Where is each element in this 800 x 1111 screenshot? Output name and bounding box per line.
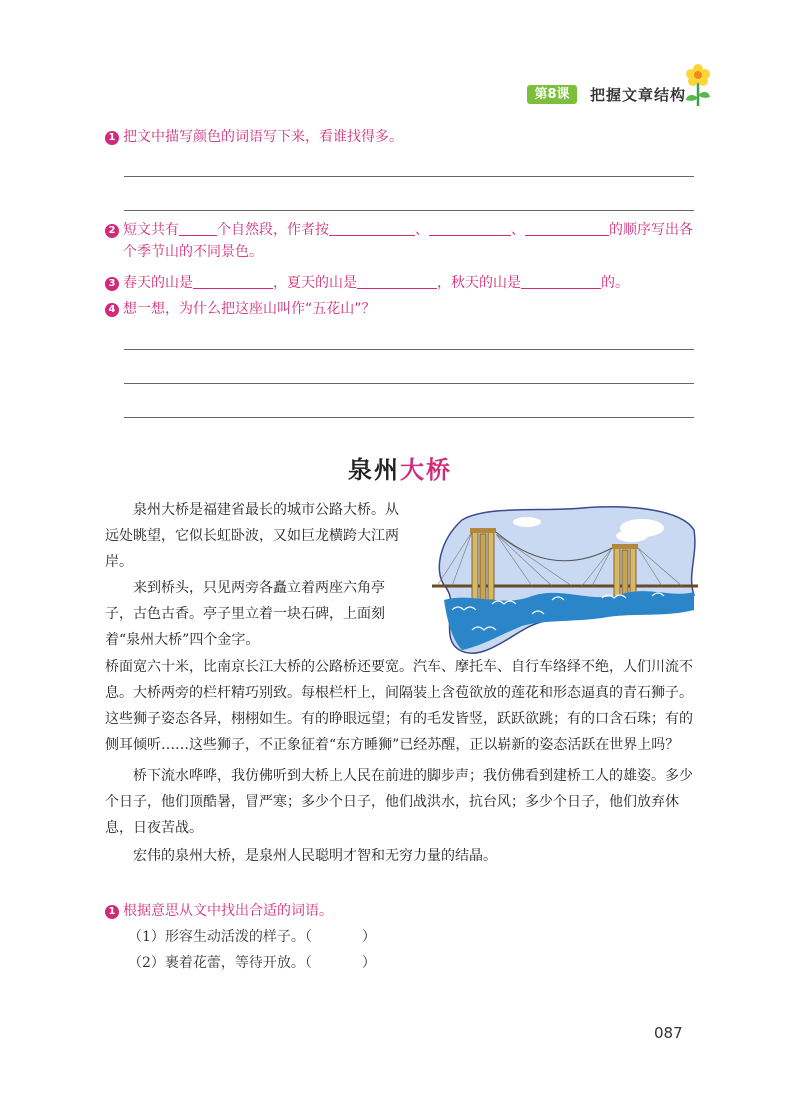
question-text: 个季节山的不同景色。: [123, 244, 263, 260]
question-2: [105, 219, 705, 263]
article-paragraph: 泉州大桥是福建省最长的城市公路大桥。从远处眺望，它似长虹卧波，又如巨龙横跨大江两岸。: [105, 502, 399, 570]
question-text: 把文中描写颜色的词语写下来，看谁找得多。: [123, 129, 403, 145]
question-number: 3: [105, 277, 119, 291]
answer-line: [124, 349, 694, 350]
question-number: 1: [105, 905, 119, 919]
question-text: 的顺序写出各: [609, 222, 693, 238]
answer-line: [124, 417, 694, 418]
exercise-item-text: （1）形容生动活泼的样子。（: [128, 929, 312, 945]
question-text: 、: [415, 222, 429, 238]
question-text: 个自然段，作者按: [217, 222, 329, 238]
fill-blank[interactable]: [329, 221, 415, 236]
article-title: 泉州大桥: [348, 455, 452, 484]
fill-blank[interactable]: [357, 274, 437, 289]
page-number: 087: [654, 1024, 683, 1042]
exercise-item-text: （2）裹着花蕾，等待开放。（: [128, 955, 312, 971]
question-number: 1: [105, 131, 119, 145]
question-text: ，夏天的山是: [273, 275, 357, 291]
exercise-item: [128, 926, 376, 946]
fill-blank[interactable]: [525, 221, 609, 236]
flower-icon: [682, 62, 714, 108]
article-paragraph: 来到桥头，只见两旁各矗立着两座六角亭子，古色古香。亭子里立着一块石碑，上面刻着“泉州大桥”四个金字。: [105, 580, 385, 648]
article-paragraph: 桥下流水哗哗，我仿佛听到大桥上人民在前进的脚步声；我仿佛看到建桥工人的雄姿。多少个日子，他们顶酷暑，冒严寒；多少个日子，他们战洪水，抗台风；多少个日子，他们放弃休息，日夜苦战。: [105, 768, 693, 836]
answer-line: [124, 383, 694, 384]
question-text: ，秋天的山是: [437, 275, 521, 291]
bridge-illustration: [432, 500, 698, 660]
article-paragraph: 桥面宽六十米，比南京长江大桥的公路桥还要宽。汽车、摩托车、自行车络绎不绝，人们川流不息。大桥两旁的栏杆精巧别致。每根栏杆上，间隔装上含苞欲放的莲花和形态逼真的青石狮子。这些狮子姿态各异，栩栩如生。有的睁眼远望；有的毛发皆竖，跃跃欲跳；有的口含石珠；有的侧耳倾听……这些狮子，不正象征着“东方睡狮”已经苏醒，正以崭新的姿态活跃在世界上吗？: [105, 659, 693, 753]
fill-blank[interactable]: [429, 221, 511, 236]
question-text: 短文共有: [123, 222, 179, 238]
fill-blank[interactable]: [179, 221, 217, 236]
question-text: 的。: [601, 275, 629, 291]
question-text: 想一想，为什么把这座山叫作“五花山”？: [123, 301, 376, 317]
question-text: 春天的山是: [123, 275, 193, 291]
question-text: 根据意思从文中找出合适的词语。: [123, 903, 333, 919]
fill-blank[interactable]: [521, 274, 601, 289]
fill-blank[interactable]: [193, 274, 273, 289]
exercise-item: [128, 952, 376, 972]
article-paragraph: 宏伟的泉州大桥，是泉州人民聪明才智和无穷力量的结晶。: [133, 848, 497, 864]
question-4: [105, 298, 376, 320]
question-number: 4: [105, 303, 119, 317]
exercise-item-close: ）: [361, 929, 376, 945]
exercise-question: [105, 900, 333, 922]
question-number: 2: [105, 224, 119, 238]
question-3: [105, 272, 705, 294]
lesson-badge: 第8课: [527, 85, 577, 104]
exercise-item-close: ）: [361, 955, 376, 971]
answer-line: [124, 210, 694, 211]
question-text: 、: [511, 222, 525, 238]
question-1: [105, 126, 403, 148]
answer-line: [124, 176, 694, 177]
lesson-title: 把握文章结构: [590, 86, 687, 104]
